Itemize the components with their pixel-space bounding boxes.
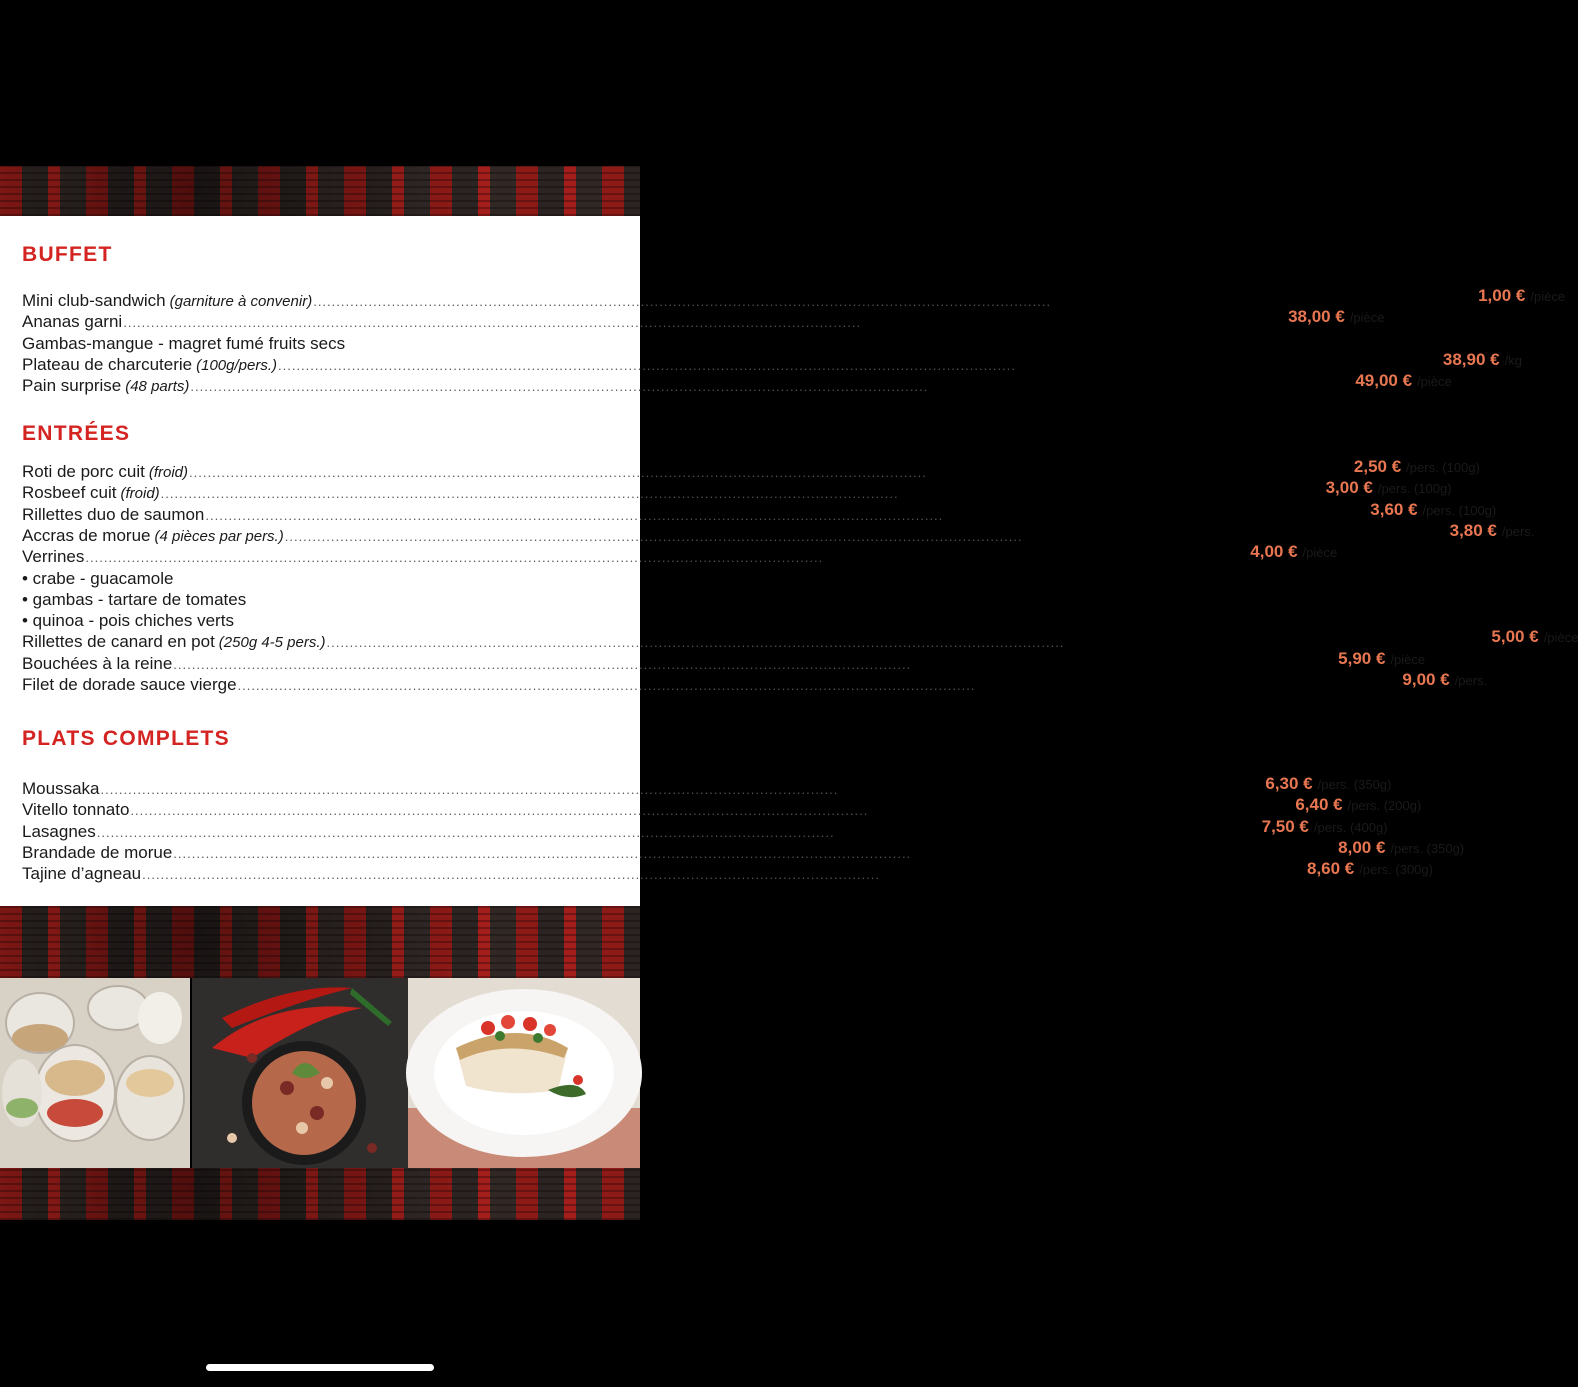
price-unit: /pièce bbox=[1302, 545, 1338, 561]
menu-item bbox=[22, 286, 1566, 312]
price-value: 9,00 € bbox=[1402, 670, 1450, 689]
menu-item-name: • crabe - guacamole bbox=[22, 568, 174, 588]
menu-item-note: (4 pièces par pers.) bbox=[154, 527, 284, 545]
menu-item-name: Rillettes duo de saumon bbox=[22, 504, 205, 524]
dot-leader: ................................................................................................................................................................ bbox=[237, 678, 976, 693]
menu-item-name: Rosbeef cuit bbox=[22, 483, 117, 503]
price-value: 6,30 € bbox=[1265, 774, 1313, 793]
price-unit: /pers. (300g) bbox=[1359, 862, 1433, 878]
menu-item-price bbox=[1338, 838, 1464, 858]
menu-item bbox=[22, 816, 1388, 843]
price-unit: /pièce bbox=[1530, 289, 1566, 304]
dot-leader: ................................................................................................................................................................ bbox=[189, 465, 927, 480]
price-value: 3,00 € bbox=[1325, 478, 1373, 498]
menu-item bbox=[22, 795, 1422, 821]
menu-item bbox=[22, 307, 1385, 333]
price-value: 5,00 € bbox=[1491, 627, 1539, 647]
price-unit: /pièce bbox=[1543, 630, 1578, 646]
menu-item-name: Accras de morue bbox=[22, 525, 151, 545]
price-value: 2,50 € bbox=[1353, 457, 1402, 476]
menu-item bbox=[22, 590, 612, 611]
menu-item-price bbox=[1443, 350, 1522, 370]
menu-item-note: (250g 4-5 pers.) bbox=[218, 634, 326, 652]
section-title-entrees: ENTRÉES bbox=[22, 422, 131, 445]
menu-item bbox=[22, 542, 1338, 568]
price-unit: /pièce bbox=[1349, 310, 1385, 326]
menu-item bbox=[22, 627, 1578, 653]
dot-leader: ................................................................................................................................................................ bbox=[123, 315, 862, 331]
price-unit: /kg bbox=[1504, 352, 1522, 368]
menu-item-price bbox=[1370, 500, 1496, 520]
dot-leader: ................................................................................................................................................................ bbox=[284, 528, 1023, 544]
dot-leader: ................................................................................................................................................................ bbox=[160, 486, 899, 502]
menu-item-name: Moussaka bbox=[22, 779, 100, 798]
price-value: 49,00 € bbox=[1355, 371, 1413, 391]
menu-item-price bbox=[1262, 817, 1388, 837]
menu-item bbox=[22, 837, 1465, 864]
menu-item bbox=[22, 670, 1488, 696]
dot-leader: ................................................................................................................................................................ bbox=[85, 550, 824, 566]
menu-item-name: Pain surprise bbox=[22, 376, 122, 396]
menu-item-name: Mini club-sandwich bbox=[22, 291, 166, 310]
menu-item-price bbox=[1478, 286, 1565, 306]
section-title-buffet: BUFFET bbox=[22, 243, 113, 266]
menu-item bbox=[22, 648, 1426, 675]
menu-item-name: Vitello tonnato bbox=[22, 800, 130, 820]
menu-item-name: • quinoa - pois chiches verts bbox=[22, 611, 234, 631]
menu-item-note: (froid) bbox=[120, 485, 160, 503]
menu-item-price bbox=[1288, 307, 1384, 327]
menu-item bbox=[22, 478, 1452, 504]
food-photo-strip bbox=[0, 978, 640, 1168]
price-unit: /pers. (400g) bbox=[1313, 819, 1388, 835]
menu-card bbox=[0, 216, 1578, 906]
price-value: 38,90 € bbox=[1442, 349, 1500, 369]
menu-item-name: Verrines bbox=[22, 547, 85, 567]
price-value: 7,50 € bbox=[1261, 816, 1309, 836]
menu-item-note: (froid) bbox=[148, 464, 189, 481]
menu-item-name: Tajine d’agneau bbox=[22, 864, 142, 884]
menu-item-name: Bouchées à la reine bbox=[22, 653, 173, 673]
menu-item-price bbox=[1491, 627, 1578, 647]
menu-item-name: • gambas - tartare de tomates bbox=[22, 589, 247, 609]
dot-leader: ................................................................................................................................................................ bbox=[100, 782, 839, 797]
menu-item-name: Roti de porc cuit bbox=[22, 462, 145, 481]
section-title-plats-complets: PLATS COMPLETS bbox=[22, 727, 230, 750]
menu-item-price bbox=[1402, 670, 1487, 690]
menu-item-note: (garniture à convenir) bbox=[169, 293, 313, 310]
menu-item-name: Brandade de morue bbox=[22, 842, 173, 862]
price-value: 8,00 € bbox=[1338, 837, 1386, 857]
menu-item-price bbox=[1338, 649, 1425, 669]
price-unit: /pers. (350g) bbox=[1317, 777, 1392, 792]
price-value: 6,40 € bbox=[1295, 795, 1343, 815]
menu-item bbox=[22, 774, 1392, 800]
verrines-photo bbox=[0, 978, 190, 1168]
dot-leader: ................................................................................................................................................................ bbox=[130, 803, 869, 819]
menu-item bbox=[22, 859, 1433, 885]
dot-leader: ................................................................................................................................................................ bbox=[142, 867, 880, 883]
price-unit: /pièce bbox=[1417, 374, 1452, 390]
dot-leader: ................................................................................................................................................................ bbox=[313, 294, 1052, 309]
dot-leader: ................................................................................................................................................................ bbox=[326, 635, 1065, 651]
price-value: 38,00 € bbox=[1288, 307, 1345, 327]
menu-item bbox=[22, 334, 612, 355]
menu-item-note: (100g/pers.) bbox=[196, 356, 277, 374]
dot-leader: ................................................................................................................................................................ bbox=[96, 824, 835, 840]
bean-stew-chili-photo bbox=[192, 978, 408, 1168]
decorative-stripe-banner-top bbox=[0, 166, 640, 216]
menu-item bbox=[22, 499, 1497, 526]
menu-item-name: Plateau de charcuterie bbox=[22, 354, 193, 374]
menu-item-name: Filet de dorade sauce vierge bbox=[22, 675, 237, 694]
menu-item-price bbox=[1355, 371, 1451, 391]
menu-item-note: (48 parts) bbox=[125, 378, 190, 396]
menu-item-name: Ananas garni bbox=[22, 312, 123, 332]
dot-leader: ................................................................................................................................................................ bbox=[190, 379, 929, 395]
price-value: 5,90 € bbox=[1338, 648, 1386, 668]
menu-item bbox=[22, 371, 1452, 397]
decorative-stripe-banner-bottom bbox=[0, 1168, 640, 1220]
menu-item-price bbox=[1354, 457, 1480, 477]
menu-item-price bbox=[1295, 795, 1421, 815]
price-value: 1,00 € bbox=[1478, 286, 1526, 305]
price-value: 4,00 € bbox=[1250, 542, 1298, 562]
decorative-stripe-banner-middle bbox=[0, 906, 640, 978]
price-value: 3,60 € bbox=[1370, 499, 1418, 519]
menu-item-price bbox=[1307, 859, 1433, 879]
menu-item bbox=[22, 569, 612, 590]
menu-item bbox=[22, 349, 1522, 376]
dot-leader: ................................................................................................................................................................ bbox=[173, 845, 912, 861]
menu-item-name: Rillettes de canard en pot bbox=[22, 632, 215, 652]
menu-item-price bbox=[1450, 521, 1535, 541]
menu-item bbox=[22, 520, 1535, 547]
price-value: 3,80 € bbox=[1449, 520, 1497, 540]
menu-item-name: Gambas-mangue - magret fumé fruits secs bbox=[22, 333, 346, 353]
menu-item bbox=[22, 457, 1480, 483]
dot-leader: ................................................................................................................................................................ bbox=[277, 357, 1016, 373]
menu-item-price bbox=[1250, 542, 1337, 562]
menu-item-price bbox=[1265, 774, 1391, 794]
price-unit: /pers. bbox=[1454, 673, 1488, 688]
price-unit: /pièce bbox=[1390, 651, 1426, 667]
menu-item-name: Lasagnes bbox=[22, 821, 96, 841]
home-indicator bbox=[206, 1364, 434, 1371]
price-unit: /pers. (100g) bbox=[1377, 481, 1452, 497]
menu-item bbox=[22, 611, 612, 632]
price-unit: /pers. (200g) bbox=[1347, 798, 1422, 814]
fish-fillet-tomato-photo bbox=[408, 978, 640, 1168]
dot-leader: ................................................................................................................................................................ bbox=[205, 507, 944, 523]
price-unit: /pers. (350g) bbox=[1390, 840, 1465, 856]
menu-item-price bbox=[1326, 478, 1452, 498]
price-unit: /pers. bbox=[1501, 523, 1535, 539]
dot-leader: ................................................................................................................................................................ bbox=[173, 656, 912, 672]
price-value: 8,60 € bbox=[1307, 859, 1355, 879]
price-unit: /pers. (100g) bbox=[1422, 502, 1497, 518]
price-unit: /pers. (100g) bbox=[1406, 460, 1480, 475]
